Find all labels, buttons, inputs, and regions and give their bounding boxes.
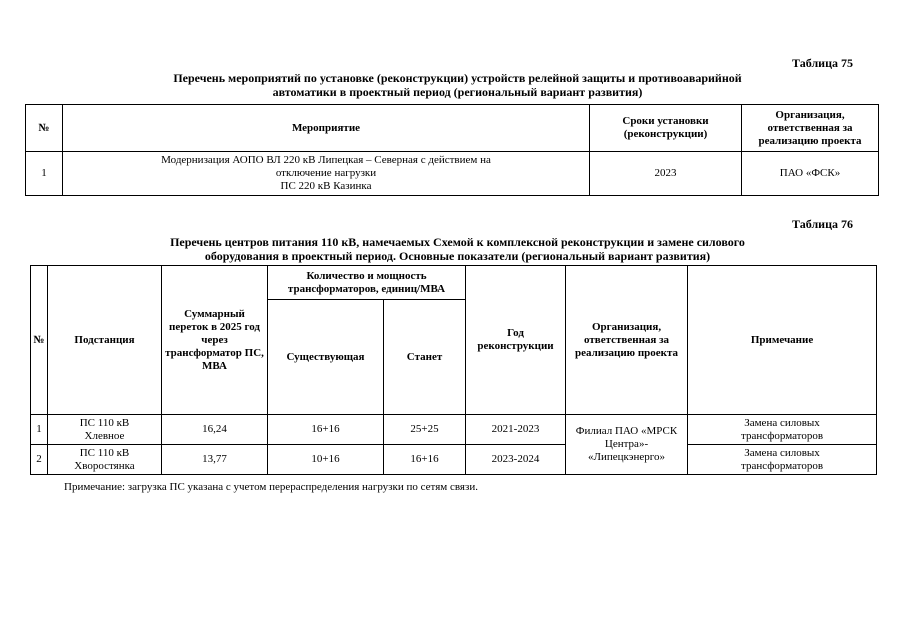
table-76 [30, 265, 877, 475]
note-line2: трансформаторов [741, 459, 824, 472]
table-76-caption: Таблица 76 [792, 217, 853, 231]
header-num: № [31, 266, 48, 415]
note-line1: Замена силовых [744, 446, 820, 459]
row-num: 1 [31, 415, 48, 445]
header-substation: Подстанция [48, 266, 162, 415]
table-75-title [40, 71, 875, 99]
table-row [26, 152, 879, 196]
row-substation [48, 415, 162, 445]
row-note [688, 445, 877, 475]
row-org: ПАО «ФСК» [742, 152, 879, 196]
substation-line2: Хворостянка [74, 459, 135, 472]
row-year: 2023-2024 [466, 445, 566, 475]
row-note [688, 415, 877, 445]
header-event: Мероприятие [63, 105, 590, 152]
event-line1: Модернизация АОПО ВЛ 220 кВ Липецкая – Северная с действием на [161, 154, 491, 166]
table-row [31, 445, 877, 475]
row-flow: 16,24 [162, 415, 268, 445]
row-num: 2 [31, 445, 48, 475]
header-flow: Суммарный переток в 2025 год через трансформатор ПС, МВА [162, 266, 268, 415]
substation-line2: Хлевное [84, 429, 125, 442]
row-existing: 10+16 [268, 445, 384, 475]
table-75-title-line2: автоматики в проектный период (региональный вариант развития) [272, 85, 643, 99]
table-75-title-line1: Перечень мероприятий по установке (реконструкции) устройств релейной защиты и противоаварийной [173, 71, 742, 85]
row-existing: 16+16 [268, 415, 384, 445]
header-will-be: Станет [384, 300, 466, 415]
org-line1: Филиал ПАО «МРСК [575, 425, 678, 437]
row-dates: 2023 [590, 152, 742, 196]
row-event [63, 152, 590, 196]
header-org: Организация, ответственная за реализацию проекта [566, 266, 688, 415]
header-org: Организация, ответственная за реализацию проекта [742, 105, 879, 152]
table-76-title [40, 235, 875, 263]
note-line1: Замена силовых [744, 416, 820, 429]
table-75-header-row [26, 105, 879, 152]
header-dates: Сроки установки (реконструкции) [590, 105, 742, 152]
table-76-footnote: Примечание: загрузка ПС указана с учетом перераспределения нагрузки по сетям связи. [64, 481, 478, 493]
row-year: 2021-2023 [466, 415, 566, 445]
row-org [566, 415, 688, 475]
header-year: Год реконструкции [466, 266, 566, 415]
event-line3: ПС 220 кВ Казинка [280, 180, 372, 192]
note-line2: трансформаторов [741, 429, 824, 442]
header-existing: Существующая [268, 300, 384, 415]
header-note: Примечание [688, 266, 877, 415]
row-substation [48, 445, 162, 475]
table-76-header-row-1 [31, 266, 877, 300]
table-75-caption: Таблица 75 [792, 56, 853, 70]
row-flow: 13,77 [162, 445, 268, 475]
header-trans-group: Количество и мощность трансформаторов, единиц/МВА [268, 266, 466, 300]
row-num: 1 [26, 152, 63, 196]
row-will-be: 25+25 [384, 415, 466, 445]
table-75 [25, 104, 879, 196]
row-will-be: 16+16 [384, 445, 466, 475]
event-line2: отключение нагрузки [275, 167, 377, 179]
org-line3: «Липецкэнерго» [588, 451, 665, 463]
header-num: № [26, 105, 63, 152]
substation-line1: ПС 110 кВ [79, 446, 130, 459]
substation-line1: ПС 110 кВ [79, 416, 130, 429]
table-row [31, 415, 877, 445]
org-line2: Центра»- [604, 438, 649, 450]
table-76-title-line2: оборудования в проектный период. Основные показатели (региональный вариант развития) [204, 249, 711, 263]
table-76-title-line1: Перечень центров питания 110 кВ, намечаемых Схемой к комплексной реконструкции и замене силового [170, 235, 745, 249]
